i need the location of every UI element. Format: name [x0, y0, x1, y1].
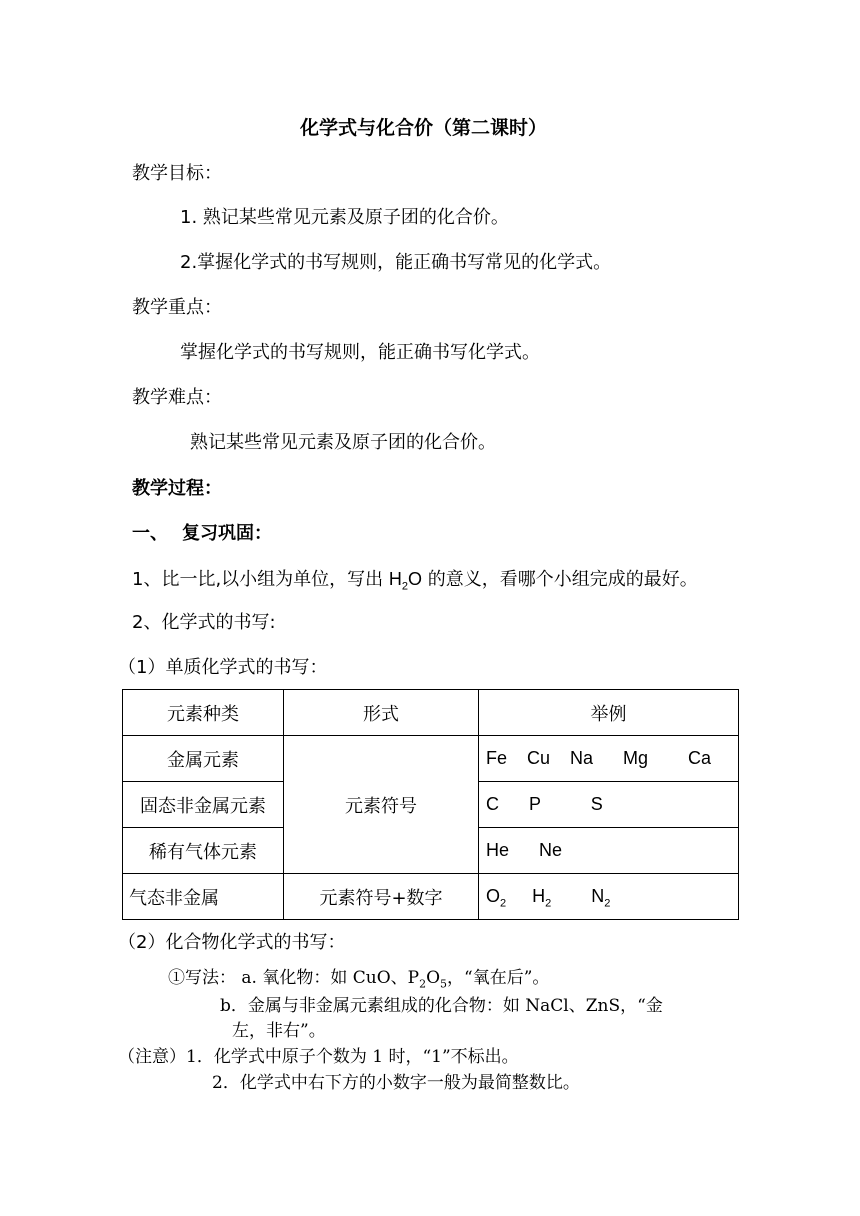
- formula-o2: $O_2$: [486, 886, 507, 910]
- table-cell-kind: 稀有气体元素: [123, 828, 284, 874]
- difficulties-heading: 教学难点：: [132, 387, 222, 408]
- objective-item-2: 2.掌握化学式的书写规则，能正确书写常见的化学式。: [180, 252, 612, 273]
- table-row: [123, 874, 739, 920]
- table-header-cell: 形式: [284, 690, 479, 736]
- subsection-2-heading: （2）化合物化学式的书写：: [118, 932, 346, 953]
- key-points-heading: 教学重点：: [132, 297, 222, 318]
- section1-title: 复习巩固：: [182, 523, 272, 544]
- subsection-1-heading: （1）单质化学式的书写：: [118, 657, 328, 678]
- formula-o: O: [408, 569, 423, 589]
- note-2: 2．化学式中右下方的小数字一般为最简整数比。: [212, 1073, 580, 1093]
- table-cell-example: He Ne: [479, 828, 739, 874]
- section1-number: 一、: [132, 523, 168, 544]
- review-item-1: [132, 568, 698, 591]
- writing-rule-b: b．金属与非金属元素组成的化合物：如 NaCl、ZnS，“金: [220, 996, 663, 1016]
- formula-n2: $N_2$: [591, 886, 611, 910]
- table-cell-kind: 固态非金属元素: [123, 782, 284, 828]
- p-subscript: 2: [419, 977, 427, 991]
- difficulties-text: 熟记某些常见元素及原子团的化合价。: [190, 432, 496, 453]
- table-cell-form: 元素符号: [284, 736, 479, 874]
- writing-rule-a-suffix: ，“氧在后”。: [447, 968, 550, 988]
- table-cell-kind: 金属元素: [123, 736, 284, 782]
- objective-item-1: 1. 熟记某些常见元素及原子团的化合价。: [180, 207, 509, 228]
- table-header-cell: 元素种类: [123, 690, 284, 736]
- table-cell-example: Fe Cu Na Mg Ca: [479, 736, 739, 782]
- table-header-row: [123, 690, 739, 736]
- review-item-1-text-b: 的意义，看哪个小组完成的最好。: [422, 569, 698, 590]
- formula-h2: $H_2$: [532, 886, 552, 910]
- element-table: [122, 689, 739, 920]
- formula-h-subscript: 2: [401, 580, 409, 593]
- process-heading: 教学过程：: [132, 478, 222, 499]
- table-cell-example: [479, 874, 739, 920]
- page-title: 化学式与化合价（第二课时）: [300, 117, 548, 139]
- o-letter: O: [426, 968, 441, 988]
- formula-h: H: [388, 569, 402, 589]
- table-cell-kind: 气态非金属: [123, 874, 284, 920]
- writing-rule-a: [168, 967, 549, 989]
- table-cell-form: 元素符号+数字: [284, 874, 479, 920]
- table-header-cell: 举例: [479, 690, 739, 736]
- review-item-1-text-a: 1、比一比,以小组为单位，写出: [132, 569, 389, 590]
- review-item-2: 2、化学式的书写:: [132, 612, 276, 633]
- table-row: [123, 736, 739, 782]
- key-points-text: 掌握化学式的书写规则，能正确书写化学式。: [180, 342, 540, 363]
- note-1: （注意）1．化学式中原子个数为 1 时，“1”不标出。: [118, 1047, 519, 1067]
- table-cell-example: C P S: [479, 782, 739, 828]
- o-subscript: 5: [440, 977, 448, 991]
- objectives-heading: 教学目标：: [132, 163, 222, 184]
- writing-rule-b-cont: 左，非右”。: [232, 1021, 326, 1041]
- writing-rule-a-prefix: ①写法： a. 氧化物：如 CuO、P: [168, 968, 420, 988]
